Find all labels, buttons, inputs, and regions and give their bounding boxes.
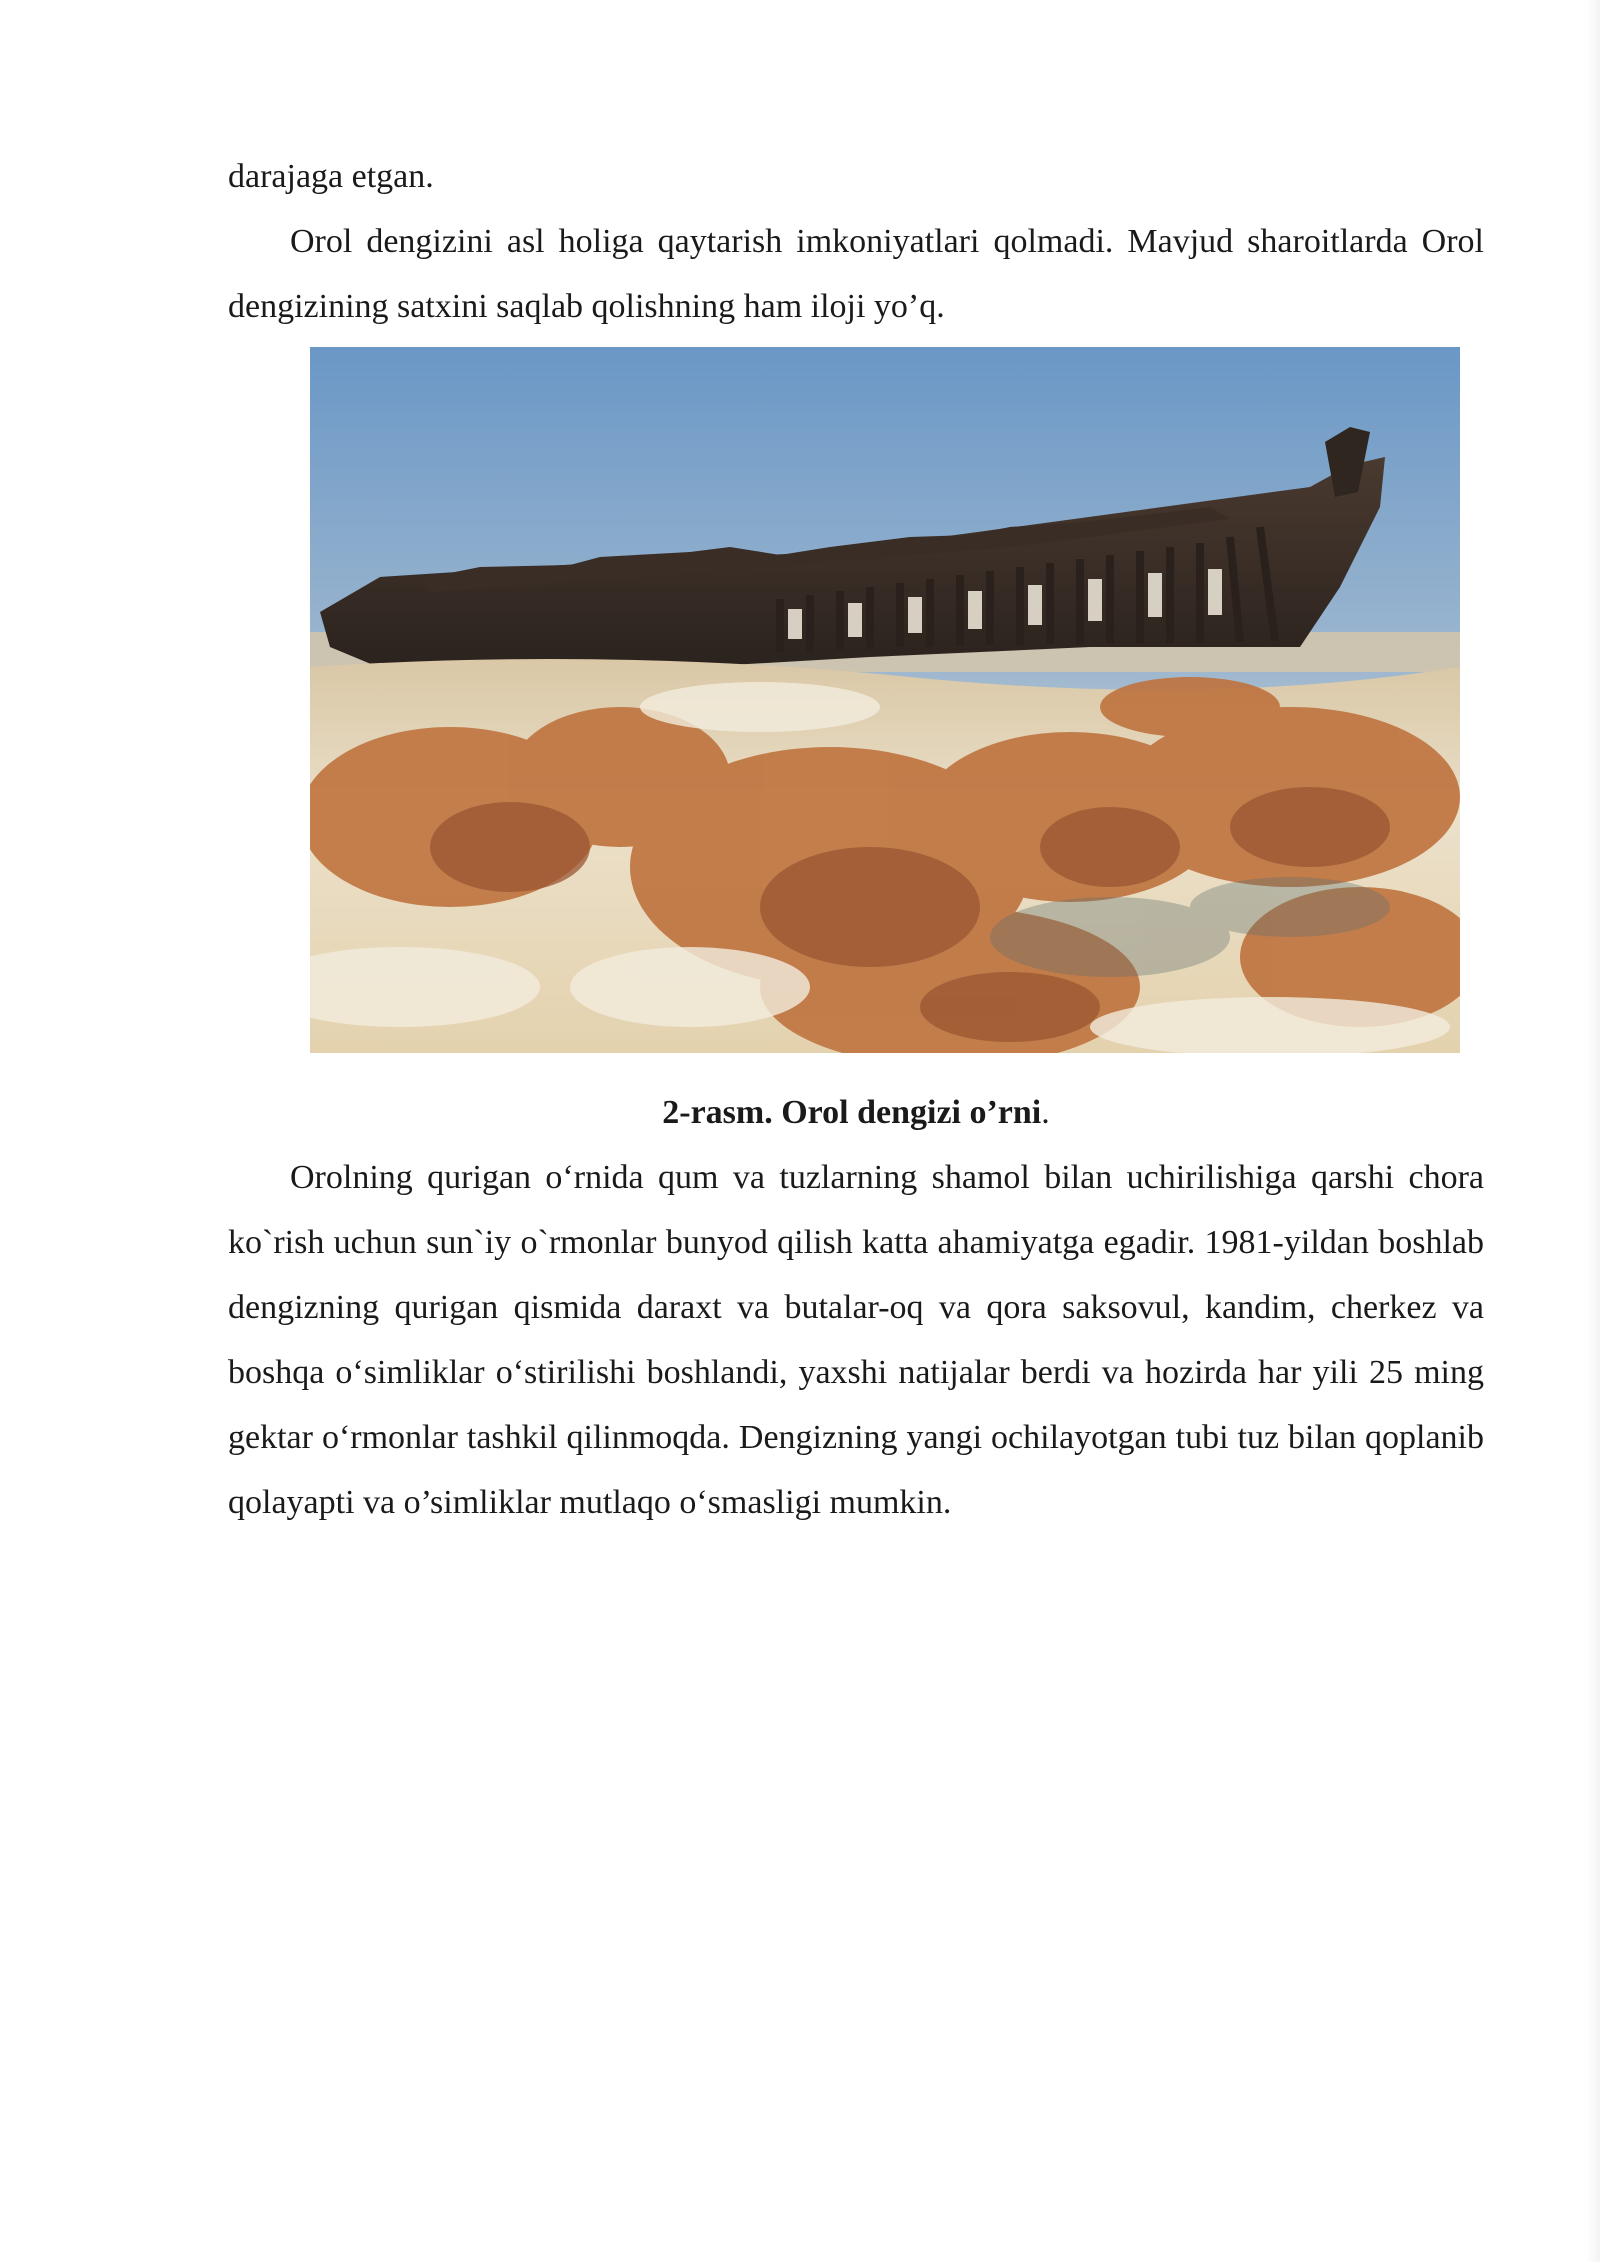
figure-caption-period: . <box>1041 1094 1050 1131</box>
paragraph-afforestation: Orolning qurigan o‘rnida qum va tuzlarning shamol bilan uchirilishiga qarshi chora ko`rish uchun sun`iy o`rmonlar bunyod qilish katta ahamiyatga egadir. 1981-yildan boshlab dengizning qurigan qismida daraxt va butalar-oq va qora saksovul, kandim, cherkez va boshqa o‘simliklar o‘stirilishi boshlandi, yaxshi natijalar berdi va hozirda har yili 25 ming gektar o‘rmonlar tashkil qilinmoqda. Dengizning yangi ochilayotgan tubi tuz bilan qoplanib qolayapti va o’simliklar mutlaqo o‘smasligi mumkin. <box>228 1159 1484 1521</box>
figure-caption <box>228 1080 1484 1145</box>
paragraph-orol-restoration: Orol dengizini asl holiga qaytarish imkoniyatlari qolmadi. Mavjud sharoitlarda Orol dengizining satxini saqlab qolishning ham iloji yo’q. <box>228 223 1484 325</box>
photo-stranded-ship <box>310 347 1460 1053</box>
figure-caption-title: 2-rasm. Orol dengizi o’rni <box>662 1094 1042 1131</box>
page-edge-shadow <box>1586 0 1600 2262</box>
bottom-text-block <box>228 1145 1484 1535</box>
top-text-block <box>228 144 1484 339</box>
paragraph-continuation: darajaga etgan. <box>228 158 434 195</box>
